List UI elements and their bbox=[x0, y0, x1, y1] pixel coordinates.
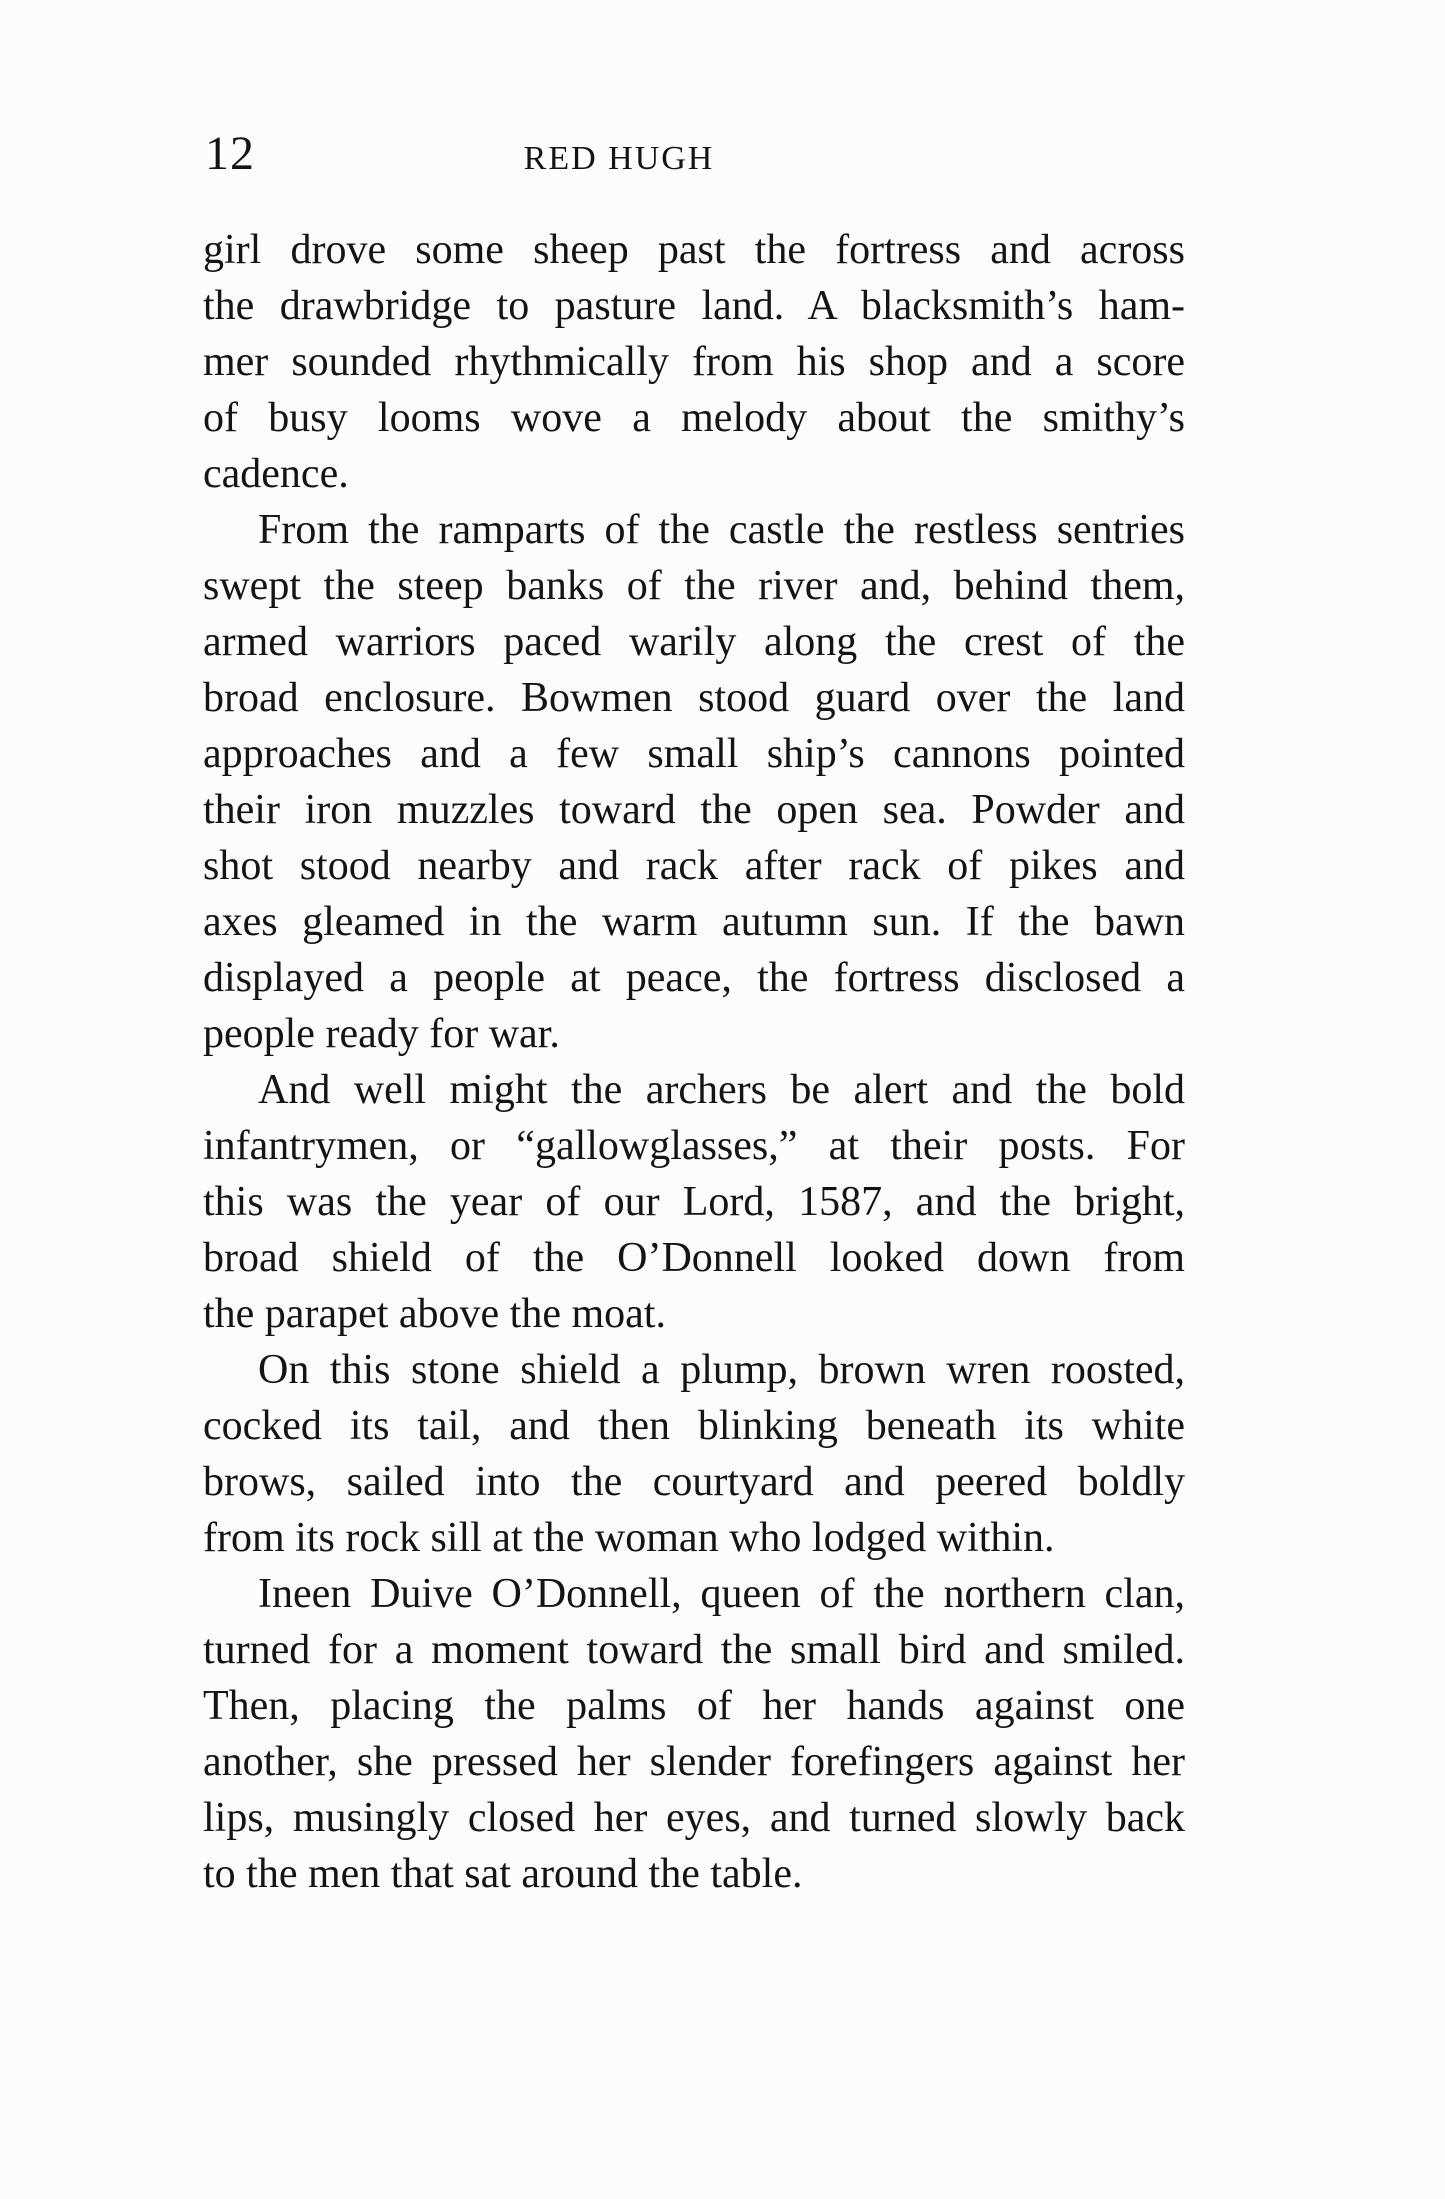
text-line: the parapet above the moat. bbox=[203, 1291, 666, 1337]
text-line: swept the steep banks of the river and, behind them, bbox=[203, 563, 1185, 609]
text-line: brows, sailed into the courtyard and peered boldly bbox=[203, 1459, 1185, 1505]
text-line: this was the year of our Lord, 1587, and the bright, bbox=[203, 1179, 1185, 1225]
text-line: broad shield of the O’Donnell looked down from bbox=[203, 1235, 1185, 1281]
running-head: RED HUGH bbox=[523, 140, 715, 177]
text-line: another, she pressed her slender forefingers against her bbox=[203, 1739, 1185, 1785]
text-line: From the ramparts of the castle the restless sentries bbox=[258, 507, 1185, 553]
text-line: axes gleamed in the warm autumn sun. If the bawn bbox=[203, 899, 1185, 945]
text-line: mer sounded rhythmically from his shop and a score bbox=[203, 339, 1185, 385]
text-line: the drawbridge to pasture land. A blacksmith’s ham- bbox=[203, 283, 1185, 329]
text-line: On this stone shield a plump, brown wren roosted, bbox=[258, 1347, 1185, 1393]
text-line: And well might the archers be alert and the bold bbox=[258, 1067, 1185, 1113]
text-line: cadence. bbox=[203, 451, 349, 497]
text-line: shot stood nearby and rack after rack of pikes and bbox=[203, 843, 1185, 889]
page-number: 12 bbox=[205, 127, 255, 180]
text-line: to the men that sat around the table. bbox=[203, 1851, 803, 1897]
text-line: Then, placing the palms of her hands against one bbox=[203, 1683, 1185, 1729]
text-line: of busy looms wove a melody about the smithy’s bbox=[203, 395, 1185, 441]
text-line: their iron muzzles toward the open sea. Powder and bbox=[203, 787, 1185, 833]
text-line: lips, musingly closed her eyes, and turned slowly back bbox=[203, 1795, 1185, 1841]
text-line: infantrymen, or “gallowglasses,” at their posts. For bbox=[203, 1123, 1185, 1169]
text-line: broad enclosure. Bowmen stood guard over the land bbox=[203, 675, 1185, 721]
text-line: girl drove some sheep past the fortress and across bbox=[203, 227, 1185, 273]
text-line: displayed a people at peace, the fortress disclosed a bbox=[203, 955, 1185, 1001]
text-line: Ineen Duive O’Donnell, queen of the northern clan, bbox=[258, 1571, 1185, 1617]
text-line: from its rock sill at the woman who lodged within. bbox=[203, 1515, 1055, 1561]
text-line: armed warriors paced warily along the crest of the bbox=[203, 619, 1185, 665]
text-line: cocked its tail, and then blinking beneath its white bbox=[203, 1403, 1185, 1449]
text-line: people ready for war. bbox=[203, 1011, 560, 1057]
body-text bbox=[203, 222, 1185, 1902]
text-line: approaches and a few small ship’s cannons pointed bbox=[203, 731, 1185, 777]
text-line: turned for a moment toward the small bird and smiled. bbox=[203, 1627, 1185, 1673]
